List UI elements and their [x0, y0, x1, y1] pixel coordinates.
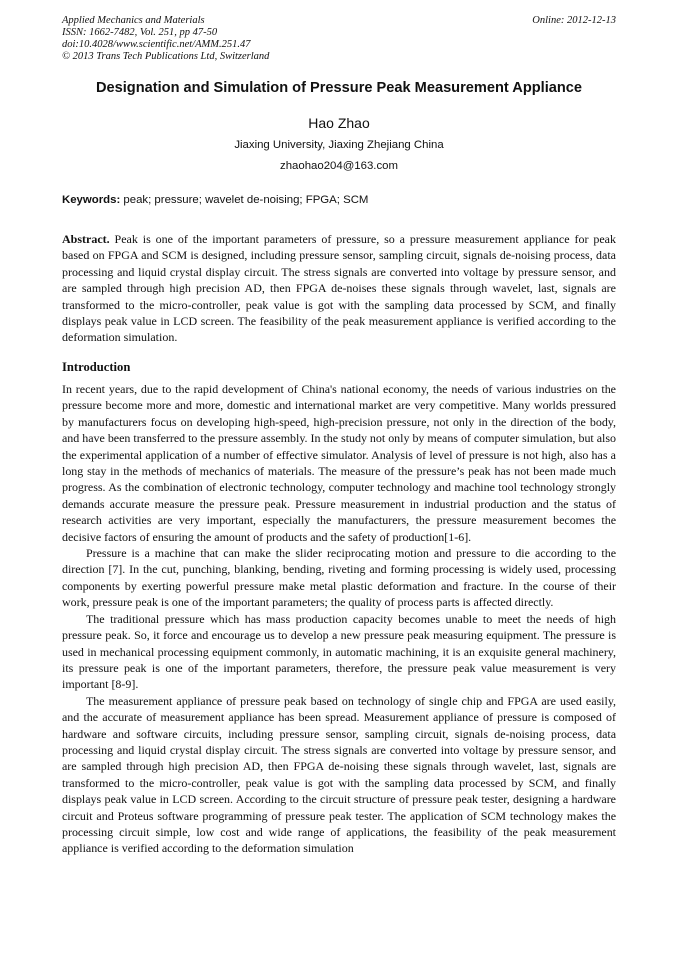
author-email: zhaohao204@163.com — [280, 160, 398, 172]
copyright-line: © 2013 Trans Tech Publications Ltd, Switzerland — [62, 51, 270, 62]
journal-name: Applied Mechanics and Materials — [62, 15, 205, 26]
journal-header — [62, 15, 616, 63]
author-affiliation: Jiaxing University, Jiaxing Zhejiang China — [234, 139, 444, 151]
section-heading-introduction: Introduction — [62, 360, 131, 374]
abstract — [62, 231, 616, 346]
keywords-list: peak; pressure; wavelet de-noising; FPGA; SCM — [123, 194, 369, 206]
intro-paragraph-4: The measurement appliance of pressure peak based on technology of single chip and FPGA are used easily, and the accurate of measurement appliance has been spread. Measurement appliance of pressure is composed of hardware and software circuits, including pressure sensor, sampling circuit, signals de-noising process, data processing and liquid crystal display circuit. The stress signals are converted into voltage by pressure sensor, and are sampled through high precision AD, then FPGA de-noising these signals through wavelet, last, signals are transformed to the micro-controller, peak value is got with the sampling data processed by SCM, and finally displays peak value in LCD screen. According to the circuit structure of pressure peak tester, designing a hardware circuit and Proteus software programming of pressure peak tester. The application of SCM technology makes the processing circuit simple, low cost and wide range of applications, the feasibility of the peak measurement appliance is verified according to the deformation simulation — [62, 693, 616, 856]
introduction-body — [62, 381, 616, 857]
abstract-text: Peak is one of the important parameters of pressure, so a pressure measurement appliance for peak based on FPGA and SCM is designed, including pressure sensor, sampling circuit, signals de-noising process, data processing and liquid crystal display circuit. The stress signals are converted into voltage by pressure sensor, and are sampled through high precision AD, then FPGA de-noises these signals through wavelet, last, signals are transformed to the micro-controller, peak value is got with the sampling data processed by SCM, and finally displays peak value in LCD screen. The feasibility of the peak measurement appliance is verified according to the deformation simulation. — [62, 232, 617, 345]
author-name: Hao Zhao — [308, 115, 370, 131]
intro-paragraph-3: The traditional pressure which has mass production capacity becomes unable to meet the needs of high pressure peak. So, it force and encourage us to develop a new pressure peak measuring equipment. The pressure is used in mechanical processing equipment commonly, in automatic machining, it is an exquisite general machinery, its pressure peak is one of the important parameters, therefore, the pressure peak value measurement is very important [8-9]. — [62, 611, 616, 692]
online-date: Online: 2012-12-13 — [532, 15, 616, 26]
doi-line: doi:10.4028/www.scientific.net/AMM.251.47 — [62, 39, 251, 50]
abstract-label: Abstract. — [62, 232, 110, 246]
keywords — [62, 194, 616, 206]
intro-paragraph-2: Pressure is a machine that can make the slider reciprocating motion and pressure to die according to the direction [7]. In the cut, punching, blanking, bending, riveting and forming processing is widely used, processing components by exerting powerful pressure make metal plastic deformation and fracture. In the course of their work, pressure peak is one of the important parameters; the quality of process parts is affected directly. — [62, 546, 616, 610]
keywords-label: Keywords: — [62, 194, 121, 206]
issn-line: ISSN: 1662-7482, Vol. 251, pp 47-50 — [62, 27, 218, 38]
paper-title: Designation and Simulation of Pressure Peak Measurement Appliance — [95, 80, 583, 96]
intro-paragraph-1: In recent years, due to the rapid development of China's national economy, the needs of various industries on the pressure become more and more, domestic and international market are very competitive. Many worlds pressured by manufacturers focus on developing high-speed, high-precision pressure, not only in the direction of the body, and have been transferred to the pressure assembly. In the study not only by means of computer simulation, but also the experimental application of a number of effective simulator. Analysis of level of pressure is not high, also has a long stay in the methods of mechanics of materials. The measure of the pressure’s peak has not been made much progress. As the combination of electronic technology, computer technology and machine tool technology strongly demands accurate measure the pressure peak. Pressure measurement in industrial production and the status of research activities are very important, especially the manufacturers, the pressure measurement becomes the decisive factors of ensuring the amount of products and the safety of production[1-6]. — [62, 382, 616, 544]
